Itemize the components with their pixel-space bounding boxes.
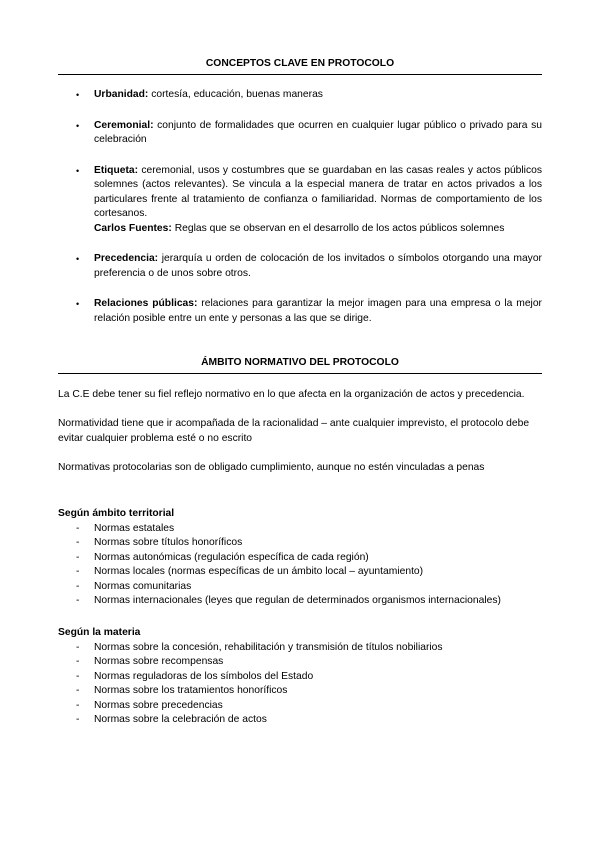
concept-term: Precedencia: bbox=[94, 253, 159, 264]
concept-extra-text: Reglas que se observan en el desarrollo de los actos públicos solemnes bbox=[171, 222, 505, 234]
bullet-icon: • bbox=[76, 90, 80, 100]
paragraph: La C.E debe tener su fiel reflejo normativo en lo que afecta en la organización de actos y precedencia. bbox=[58, 389, 525, 400]
bullet-icon: • bbox=[76, 120, 80, 131]
dash-icon: - bbox=[76, 641, 80, 653]
concepts-list bbox=[58, 88, 542, 342]
dash-icon: - bbox=[76, 537, 80, 548]
section-title-ambito: ÁMBITO NORMATIVO DEL PROTOCOLO bbox=[58, 356, 542, 374]
list-item bbox=[58, 536, 542, 551]
list-item-text: Normas internacionales (leyes que regulan de determinados organismos internacionales) bbox=[94, 595, 501, 606]
list-item bbox=[58, 655, 542, 670]
list-item-text: Normas reguladoras de los símbolos del Estado bbox=[94, 670, 314, 682]
list-item bbox=[58, 699, 542, 714]
concept-term: Ceremonial: bbox=[94, 119, 154, 131]
section-title-conceptos: CONCEPTOS CLAVE EN PROTOCOLO bbox=[58, 57, 542, 75]
dash-icon: - bbox=[76, 714, 80, 725]
paragraph: Normatividad tiene que ir acompañada de la racionalidad – ante cualquier imprevisto, el protocolo debe evitar cualquier problema esté o no escrito bbox=[58, 418, 530, 444]
group-territorial bbox=[58, 507, 542, 609]
dash-icon: - bbox=[76, 685, 80, 696]
normative-paragraphs bbox=[58, 388, 542, 490]
concept-term: Relaciones públicas: bbox=[94, 298, 198, 309]
list-item-text: Normas sobre la celebración de actos bbox=[94, 714, 267, 725]
list-item bbox=[58, 684, 542, 699]
list-item-text: Normas sobre títulos honoríficos bbox=[94, 537, 243, 548]
list-item bbox=[58, 670, 542, 685]
list-item-text: Normas sobre la concesión, rehabilitación y transmisión de títulos nobiliarios bbox=[94, 641, 443, 653]
concept-extra bbox=[94, 222, 542, 237]
dash-icon: - bbox=[76, 580, 80, 592]
list-item-text: Normas sobre recompensas bbox=[94, 656, 224, 667]
dash-icon: - bbox=[76, 656, 80, 667]
bullet-icon: • bbox=[76, 254, 80, 264]
concept-text: conjunto de formalidades que ocurren en cualquier lugar público o privado para su celebración bbox=[94, 119, 542, 145]
dash-icon: - bbox=[76, 566, 80, 577]
list-item-text: Normas estatales bbox=[94, 522, 175, 534]
list-item-text: Normas comunitarias bbox=[94, 580, 192, 592]
group-materia bbox=[58, 626, 542, 728]
dash-icon: - bbox=[76, 551, 80, 563]
group-heading: Según la materia bbox=[58, 627, 141, 638]
list-item-text: Normas locales (normas específicas de un ámbito local – ayuntamiento) bbox=[94, 566, 424, 577]
concept-etiqueta bbox=[58, 164, 542, 237]
concept-ceremonial bbox=[58, 119, 542, 148]
materia-list bbox=[58, 641, 542, 728]
concept-extra-term: Carlos Fuentes: bbox=[94, 222, 172, 234]
concept-text: relaciones para garantizar la mejor imagen para una empresa o la mejor relación posible entre un ente y personas a las que se dirige. bbox=[94, 298, 542, 324]
concept-text: cortesía, educación, buenas maneras bbox=[148, 89, 323, 100]
dash-icon: - bbox=[76, 699, 80, 711]
concept-term: Etiqueta: bbox=[94, 164, 139, 176]
bullet-icon: • bbox=[76, 299, 80, 309]
concept-text: jerarquía u orden de colocación de los invitados o símbolos otorgando una mayor preferencia o de unos sobre otros. bbox=[94, 253, 542, 279]
list-item bbox=[58, 551, 542, 566]
concept-text: ceremonial, usos y costumbres que se guardaban en las casas reales y actos públicos solemnes (actos relevantes). Se vincula a la especial manera de tratar en actos privados a los particulares frente al tratamiento de confianza o familiaridad. Normas de comportamiento de los cortesanos. bbox=[94, 164, 542, 219]
list-item bbox=[58, 580, 542, 595]
concept-precedencia bbox=[58, 252, 542, 281]
list-item bbox=[58, 641, 542, 656]
bullet-icon: • bbox=[76, 165, 80, 176]
list-item-text: Normas sobre los tratamientos honoríficos bbox=[94, 685, 288, 696]
list-item-text: Normas autonómicas (regulación específica de cada región) bbox=[94, 551, 369, 563]
list-item bbox=[58, 713, 542, 728]
dash-icon: - bbox=[76, 595, 80, 606]
concept-relaciones-publicas bbox=[58, 297, 542, 326]
territorial-list bbox=[58, 522, 542, 609]
concept-term: Urbanidad: bbox=[94, 89, 149, 100]
list-item bbox=[58, 565, 542, 580]
paragraph: Normativas protocolarias son de obligado cumplimiento, aunque no estén vinculadas a penas bbox=[58, 461, 485, 473]
list-item bbox=[58, 594, 542, 609]
list-item-text: Normas sobre precedencias bbox=[94, 699, 223, 711]
dash-icon: - bbox=[76, 522, 80, 534]
dash-icon: - bbox=[76, 670, 80, 682]
list-item bbox=[58, 522, 542, 537]
group-heading: Según ámbito territorial bbox=[58, 508, 175, 519]
concept-urbanidad bbox=[58, 88, 542, 103]
